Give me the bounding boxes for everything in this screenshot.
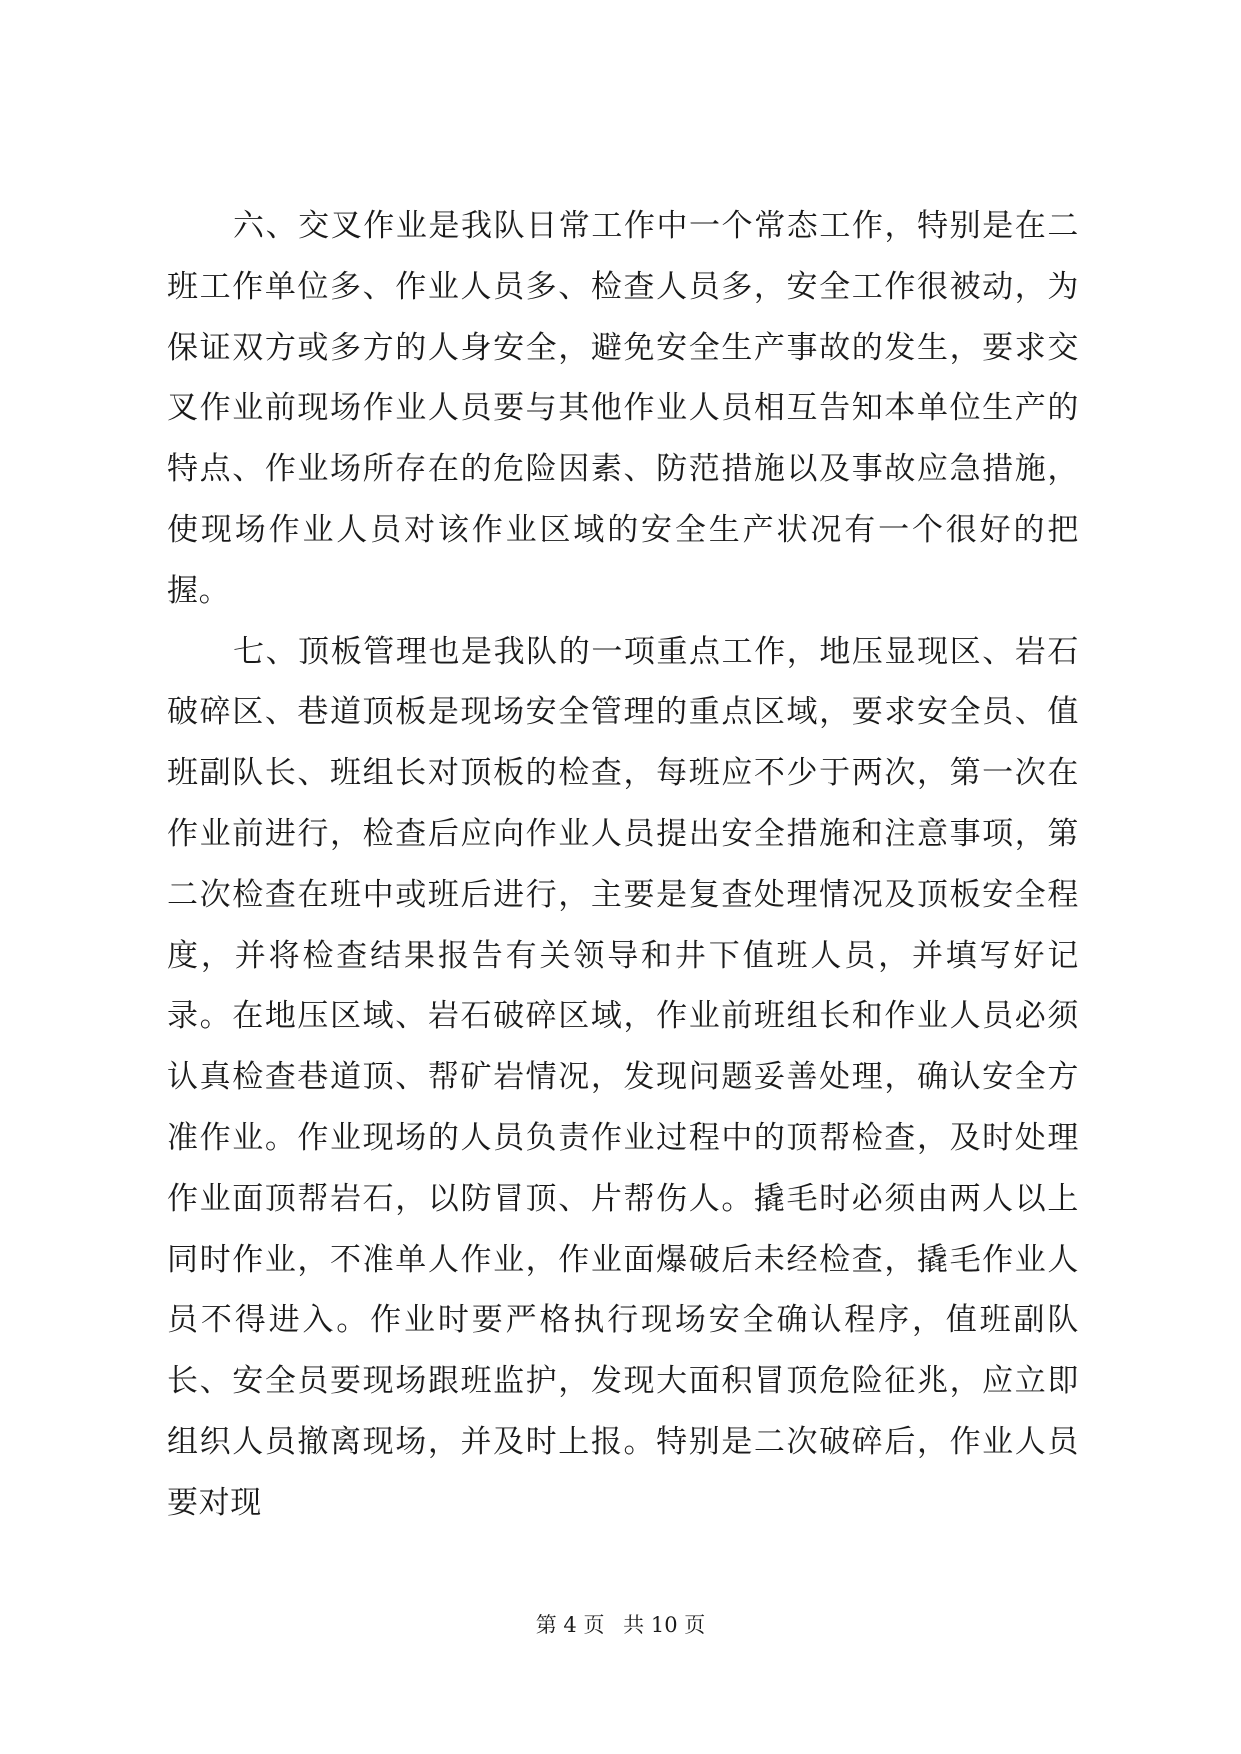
document-body	[167, 196, 1079, 1534]
paragraph-cross-operation: 六、交叉作业是我队日常工作中一个常态工作，特别是在二班工作单位多、作业人员多、检查人员多，安全工作很被动，为保证双方或多方的人身安全，避免安全生产事故的发生，要求交叉作业前现场作业人员要与其他作业人员相互告知本单位生产的特点、作业场所存在的危险因素、防范措施以及事故应急措施，使现场作业人员对该作业区域的安全生产状况有一个很好的把握。	[167, 208, 1079, 609]
page-total: 共 10 页	[623, 1613, 706, 1637]
page-footer	[0, 1610, 1241, 1640]
paragraph-roof-management: 七、顶板管理也是我队的一项重点工作，地压显现区、岩石破碎区、巷道顶板是现场安全管理的重点区域，要求安全员、值班副队长、班组长对顶板的检查，每班应不少于两次，第一次在作业前进行，检查后应向作业人员提出安全措施和注意事项，第二次检查在班中或班后进行，主要是复查处理情况及顶板安全程度，并将检查结果报告有关领导和井下值班人员，并填写好记录。在地压区域、岩石破碎区域，作业前班组长和作业人员必须认真检查巷道顶、帮矿岩情况，发现问题妥善处理，确认安全方准作业。作业现场的人员负责作业过程中的顶帮检查，及时处理作业面顶帮岩石，以防冒顶、片帮伤人。撬毛时必须由两人以上同时作业，不准单人作业，作业面爆破后未经检查，撬毛作业人员不得进入。作业时要严格执行现场安全确认程序，值班副队长、安全员要现场跟班监护，发现大面积冒顶危险征兆，应立即组织人员撤离现场，并及时上报。特别是二次破碎后，作业人员要对现	[167, 633, 1079, 1521]
page-number: 第 4 页	[535, 1613, 605, 1637]
